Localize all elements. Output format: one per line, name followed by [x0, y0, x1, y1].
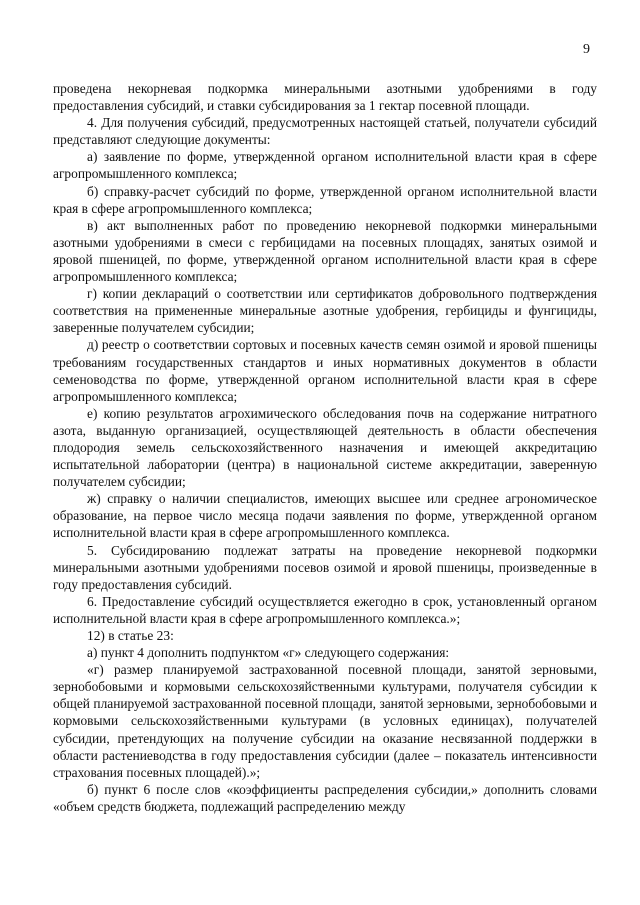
- page-number: 9: [583, 42, 590, 57]
- paragraph: 12) в статье 23:: [87, 628, 174, 643]
- paragraph: а) пункт 4 дополнить подпунктом «г» следующего содержания:: [87, 645, 450, 661]
- paragraph: а) заявление по форме, утвержденной органом исполнительной власти края в сфере агропромышленного комплекса;: [53, 149, 597, 182]
- paragraph: е) копию результатов агрохимического обследования почв на содержание нитратного азота, выданную организацией, осуществляющей деятельность в области обеспечения плодородия земель сельскохозяйственного назначения и имеющей аккредитацию испытательной лаборатории (центра) в национальной системе аккредитации, заверенную получателем субсидии;: [53, 405, 597, 490]
- paragraph: 6. Предоставление субсидий осуществляется ежегодно в срок, установленный органом исполнительной власти края в сфере агропромышленного комплекса.»;: [53, 593, 597, 626]
- paragraph: д) реестр о соответствии сортовых и посевных качеств семян озимой и яровой пшеницы требованиям государственных стандартов и иных нормативных документов в области семеноводства по форме, утвержденной органом исполнительной власти края в сфере агропромышленного комплекса;: [53, 337, 597, 404]
- paragraph: б) пункт 6 после слов «коэффициенты распределения субсидии,» дополнить словами «объем средств бюджета, подлежащий распределению между: [53, 781, 597, 814]
- paragraph: «г) размер планируемой застрахованной посевной площади, занятой зерновыми, зернобобовыми и кормовыми сельскохозяйственными культурами, получателя субсидии к общей планируемой застрахованной посевной площади, занятой зерновыми, зернобобовыми и кормовыми сельскохозяйственными культурами (в условных единицах), получателей субсидии, претендующих на получение субсидии на оказание несвязанной поддержки в области растениеводства в году предоставления субсидии (далее – показатель интенсивности страхования посевных площадей).»;: [53, 662, 597, 780]
- document-body: [53, 80, 597, 815]
- paragraph: г) копии деклараций о соответствии или сертификатов добровольного подтверждения соответствия на примененные минеральные азотные удобрения, гербициды и фунгициды, заверенные получателем субсидии;: [53, 286, 597, 336]
- paragraph: проведена некорневая подкормка минеральными азотными удобрениями в году предоставления субсидий, и ставки субсидирования за 1 гектар посевной площади.: [53, 81, 597, 114]
- paragraph: ж) справку о наличии специалистов, имеющих высшее или среднее агрономическое образование, на первое число месяца подачи заявления по форме, утвержденной органом исполнительной власти края в сфере агропромышленного комплекса.: [53, 491, 597, 541]
- paragraph: б) справку-расчет субсидий по форме, утвержденной органом исполнительной власти края в сфере агропромышленного комплекса;: [53, 183, 597, 216]
- paragraph: 4. Для получения субсидий, предусмотренных настоящей статьей, получатели субсидий представляют следующие документы:: [53, 115, 597, 148]
- paragraph: 5. Субсидированию подлежат затраты на проведение некорневой подкормки минеральными азотными удобрениями посевов озимой и яровой пшеницы, произведенные в году предоставления субсидий.: [53, 542, 597, 592]
- paragraph: в) акт выполненных работ по проведению некорневой подкормки минеральными азотными удобрениями в смеси с гербицидами на посевных площадях, занятых озимой и яровой пшеницей, по форме, утвержденной органом исполнительной власти края в сфере агропромышленного комплекса;: [53, 217, 597, 285]
